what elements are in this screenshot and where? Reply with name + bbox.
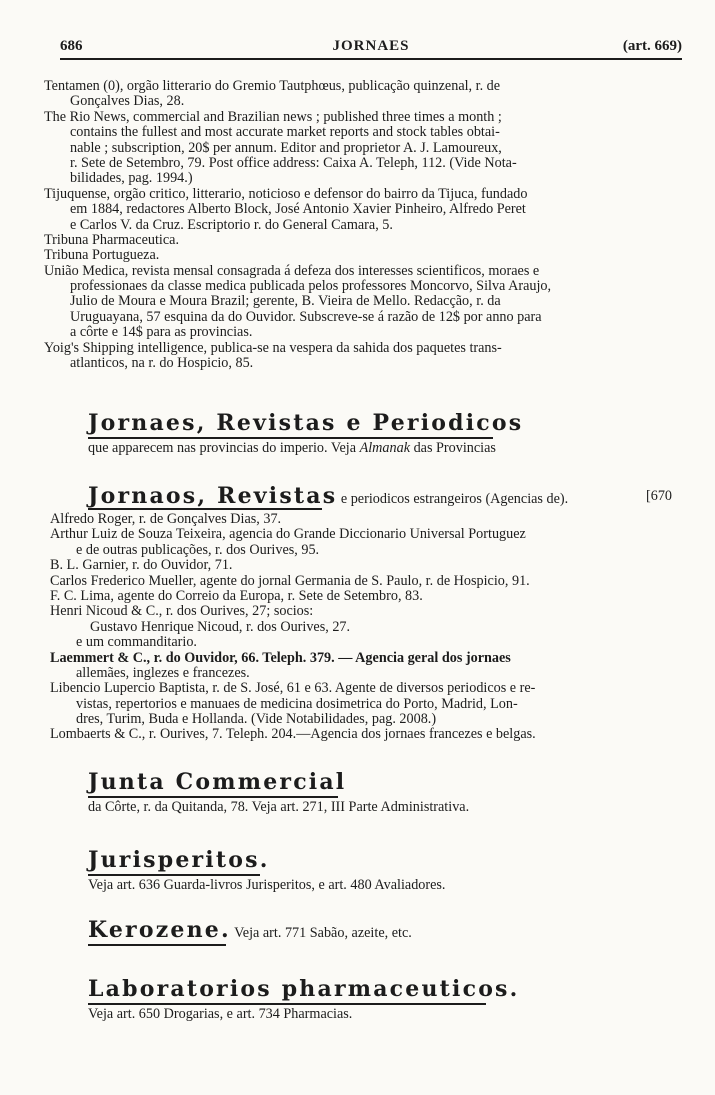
entry-arthur-teixeira: Arthur Luiz de Souza Teixeira, agencia do Grande Diccionario Universal Portuguez e de outras publicações, r. dos Ourives, 95. [50, 526, 526, 558]
section-heading-revistas-periodicos: Jornaes, Revistas e Periodicos [88, 410, 524, 436]
article-number-670: [670 [646, 488, 673, 504]
entry-tijuquense: Tijuquense, orgão critico, litterario, noticioso e defensor do bairro da Tijuca, fundado em 1884, redactores Alberto Block, José Antonio Xavier Pinheiro, Alfredo Peret e Carlos V. da Cruz. Escriptorio r. do General Camara, 5. [44, 185, 528, 233]
article-number: (art. 669) [622, 38, 682, 54]
entry-libencio-baptista: Libencio Lupercio Baptista, r. de S. José, 61 e 63. Agente de diversos periodicos e re- vistas, repertorios e manuaes de medicina dosimetrica do Porto, Madrid, Lon- dres, Turim, Buda e Hollanda. (Vide Notabilidades, pag. 2008.) [50, 680, 536, 728]
section-heading-junta-commercial: Junta Commercial [88, 769, 347, 795]
section-heading-laboratorios: Laboratorios pharmaceuticos. [88, 976, 520, 1002]
entry-uniao-medica: União Medica, revista mensal consagrada á defeza dos interesses scientificos, moraes e professionaes da classe medica publicada pelos professores Moncorvo, Silva Araujo, Julio de Moura e Moura Brazil; gerente, B. Vieira de Mello. Redacção, r. da Uruguayana, 57 esquina da do Ouvidor. Subscreve-se á razão de 12$ por anno para a côrte e 14$ para as provincias. [44, 262, 552, 341]
entry-carlos-mueller: Carlos Frederico Mueller, agente do jornal Germania de S. Paulo, r. de Hospicio, 91. [50, 572, 530, 589]
entry-rio-news: The Rio News, commercial and Brazilian news ; published three times a month ; contains the fullest and most accurate market reports and stock tables obtai- nable ; subscription, 20$ per annum. Editor and proprietor A. J. Lamoureux, r. Sete de Setembro, 79. Post office address: Caixa A. Teleph, 112. (Vide Nota- bilidades, pag. 1994.) [44, 108, 517, 187]
entry-yoigs-shipping: Yoig's Shipping intelligence, publica-se na vespera da sahida dos paquetes trans- atlanticos, na r. do Hospicio, 85. [44, 339, 502, 372]
section-heading-jurisperitos: Jurisperitos. [88, 847, 270, 873]
entry-tentamen: Tentamen (0), orgão litterario do Gremio Tautphœus, publicação quinzenal, r. de Gonçalves Dias, 28. [44, 78, 501, 110]
entry-alfredo-roger: Alfredo Roger, r. de Gonçalves Dias, 37. [50, 511, 282, 527]
entry-tribuna-pharmaceutica: Tribuna Pharmaceutica. [44, 231, 180, 248]
section-text-junta-commercial: da Côrte, r. da Quitanda, 78. Veja art. 271, III Parte Administrativa. [88, 799, 470, 815]
section-text-laboratorios: Veja art. 650 Drogarias, e art. 734 Pharmacias. [88, 1006, 353, 1022]
entry-garnier: B. L. Garnier, r. do Ouvidor, 71. [50, 557, 233, 574]
page-number: 686 [60, 38, 83, 54]
section-rule [88, 437, 493, 439]
section-heading-kerozene: Kerozene. Veja art. 771 Sabão, azeite, etc. [88, 917, 412, 943]
section-rule [88, 508, 322, 510]
jornaes-entry-list [44, 79, 684, 371]
entry-lombaerts: Lombaerts & C., r. Ourives, 7. Teleph. 204.—Agencia dos jornaes francezes e belgas. [50, 726, 536, 743]
section-text-revistas-periodicos: que apparecem nas provincias do imperio. Veja Almanak das Provincias [88, 440, 496, 456]
section-text-jurisperitos: Veja art. 636 Guarda-livros Jurisperitos, e art. 480 Avaliadores. [88, 877, 446, 893]
section-rule [88, 796, 338, 798]
section-heading-estrangeiros: Jornaos, Revistas e periodicos estrangeiros (Agencias de). [88, 483, 569, 509]
page-header [60, 38, 682, 60]
page-title: JORNAES [332, 38, 410, 54]
section-rule [88, 944, 226, 946]
agencias-entry-list [50, 512, 684, 743]
entry-fc-lima: F. C. Lima, agente do Correio da Europa, r. Sete de Setembro, 83. [50, 587, 423, 604]
entry-laemmert: Laemmert & C., r. do Ouvidor, 66. Teleph. 379. — Agencia geral dos jornaes allemães, inglezes e francezes. [50, 649, 511, 681]
section-rule [88, 874, 260, 876]
entry-henri-nicoud: Henri Nicoud & C., r. dos Ourives, 27; socios: Gustavo Henrique Nicoud, r. dos Ourives, 27. e um commanditario. [50, 603, 351, 651]
entry-tribuna-portugueza: Tribuna Portugueza. [44, 247, 160, 264]
section-rule [88, 1003, 486, 1005]
